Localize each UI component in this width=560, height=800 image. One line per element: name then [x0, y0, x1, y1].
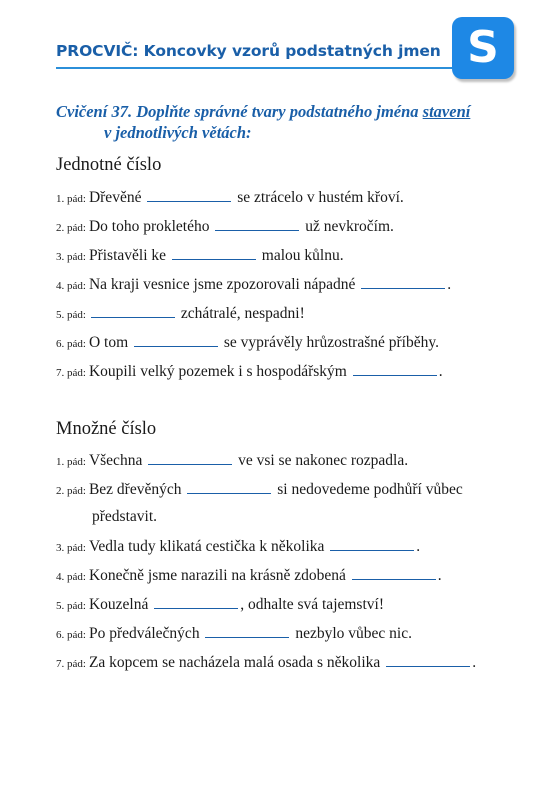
answer-blank[interactable]: [352, 578, 436, 580]
instruction-text-line2: v jednotlivých větách:: [104, 123, 252, 142]
case-label: 4. pád:: [56, 280, 86, 292]
sentence-after: ve vsi se nakonec rozpadla.: [238, 452, 409, 469]
case-label: 3. pád:: [56, 251, 86, 263]
case-label: 2. pád:: [56, 485, 86, 497]
sentence-before: Všechna: [88, 452, 143, 469]
case-label: 1. pád:: [56, 456, 86, 468]
case-label: 1. pád:: [56, 193, 86, 205]
sentence-after: .: [472, 654, 477, 671]
sentence-row: [56, 363, 443, 381]
answer-blank[interactable]: [91, 316, 175, 318]
sentence-row: [56, 276, 451, 294]
answer-blank[interactable]: [172, 258, 256, 260]
sentence-before: O tom: [88, 334, 129, 351]
sentence-after: .: [416, 538, 421, 555]
sentence-after: se vyprávěly hrůzostrašné příběhy.: [223, 334, 439, 351]
sentence-before: Na kraji vesnice jsme zpozorovali nápadné: [88, 276, 356, 293]
sentence-after: nezbylo vůbec nic.: [295, 625, 412, 642]
answer-blank[interactable]: [154, 607, 238, 609]
sentence-before: Po předválečných: [88, 625, 200, 642]
answer-blank[interactable]: [147, 200, 231, 202]
sentence-before: Za kopcem se nacházela malá osada s několika: [88, 654, 381, 671]
sentence-before: Bez dřevěných: [88, 481, 182, 498]
sentence-before: Konečně jsme narazili na krásně zdobená: [88, 567, 346, 584]
answer-blank[interactable]: [148, 463, 232, 465]
sentence-row: [56, 247, 344, 265]
sentence-continuation: představit.: [92, 508, 157, 525]
sentence-row: [56, 654, 476, 672]
sentence-row: [56, 452, 408, 470]
sentence-before: Vedla tudy klikatá cestička k několika: [88, 538, 325, 555]
answer-blank[interactable]: [134, 345, 218, 347]
sentence-before: Kouzelná: [88, 596, 149, 613]
case-label: 5. pád:: [56, 600, 86, 612]
sentence-after: zchátralé, nespadni!: [180, 305, 305, 322]
case-label: 7. pád:: [56, 658, 86, 670]
case-label: 6. pád:: [56, 629, 86, 641]
answer-blank[interactable]: [353, 374, 437, 376]
sentence-before: Koupili velký pozemek i s hospodářským: [88, 363, 347, 380]
sentence-after: .: [437, 567, 442, 584]
sentence-row: [56, 567, 442, 585]
section-title-plural: Množné číslo: [56, 419, 157, 439]
case-label: 6. pád:: [56, 338, 86, 350]
answer-blank[interactable]: [386, 665, 470, 667]
answer-blank[interactable]: [361, 287, 445, 289]
sentence-row: [56, 596, 384, 614]
sentence-before: Přistavěli ke: [88, 247, 167, 264]
answer-blank[interactable]: [215, 229, 299, 231]
sentence-row: [56, 189, 404, 207]
sentence-before: Do toho prokletého: [88, 218, 210, 235]
answer-blank[interactable]: [205, 636, 289, 638]
header-rule: [56, 67, 456, 69]
sentence-row: [56, 625, 412, 643]
case-label: 3. pád:: [56, 542, 86, 554]
sentence-after: .: [438, 363, 443, 380]
sentence-after: , odhalte svá tajemství!: [240, 596, 384, 613]
sentence-row: [56, 481, 463, 526]
sentence-row: [56, 538, 420, 556]
sentence-after: se ztrácelo v hustém křoví.: [237, 189, 404, 206]
exercise-instruction: [56, 101, 496, 143]
section-title-singular: Jednotné číslo: [56, 155, 162, 175]
case-label: 5. pád:: [56, 309, 86, 321]
instruction-target-word: stavení: [422, 102, 471, 121]
case-label: 2. pád:: [56, 222, 86, 234]
page-header-title: PROCVIČ: Koncovky vzorů podstatných jmen: [56, 42, 441, 60]
case-label: 7. pád:: [56, 367, 86, 379]
sentence-after: si nedovedeme podhůří vůbec: [277, 481, 463, 498]
sentence-after: už nevkročím.: [305, 218, 394, 235]
sentence-after: .: [447, 276, 452, 293]
sentence-row: [56, 218, 394, 236]
sentence-after: malou kůlnu.: [261, 247, 344, 264]
sentence-before: Dřevěné: [88, 189, 142, 206]
case-label: 4. pád:: [56, 571, 86, 583]
instruction-text: Cvičení 37. Doplňte správné tvary podstatného jména: [56, 102, 423, 121]
sentence-row: [56, 334, 439, 352]
answer-blank[interactable]: [187, 492, 271, 494]
answer-blank[interactable]: [330, 549, 414, 551]
sentence-row: [56, 305, 305, 323]
section-badge: S: [452, 17, 514, 79]
